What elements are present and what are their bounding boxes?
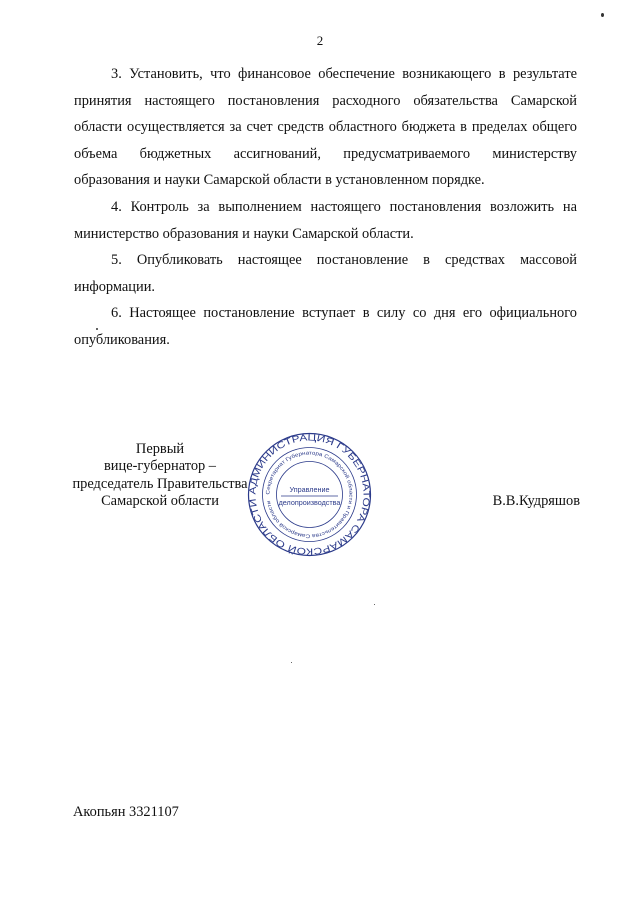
scan-speck [601,13,604,17]
document-body [74,61,577,354]
signatory-position-line: Самарской области [101,492,219,509]
paragraph-5: 5. Опубликовать настоящее постановление в средствах массовой информации. [74,252,577,295]
signatory-position-line: вице-губернатор – [104,458,216,475]
paragraph-6: 6. Настоящее постановление вступает в силу со дня его официального опубликования. [74,305,577,348]
signatory-name: В.В.Кудряшов [492,493,580,509]
signatory-position-line: Первый [135,441,185,457]
official-stamp [247,432,372,557]
stamp-center-line: Управление [289,485,330,494]
page-number: 2 [316,33,324,48]
paragraph-3: 3. Установить, что финансовое обеспечение возникающего в результате принятия настоящего постановления расходного обязательства Самарской области осуществляется за счет средств областного бюджета в пределах общего объема бюджетных ассигнований, предусматриваемого министерству образования и науки Самарской области в установленном порядке. [74,66,577,189]
scan-speck [291,662,292,663]
stamp-outer-text: АДМИНИСТРАЦИЯ ГУБЕРНАТОРА САМАРСКОЙ ОБЛАСТИ [247,432,372,557]
signatory-position-line: председатель Правительства [72,475,248,492]
stamp-center-line: делопроизводства [278,498,341,507]
paragraph-4: 4. Контроль за выполнением настоящего постановления возложить на министерство образования и науки Самарской области. [74,198,577,242]
scan-speck [374,604,375,605]
executor-contact: Акопьян 3321107 [73,804,179,820]
stamp-inner-text: Секретариат Губернатора Самарской области и Правительства Самарской области [265,450,354,539]
scan-speck [96,328,98,330]
signatory-position [60,441,260,510]
